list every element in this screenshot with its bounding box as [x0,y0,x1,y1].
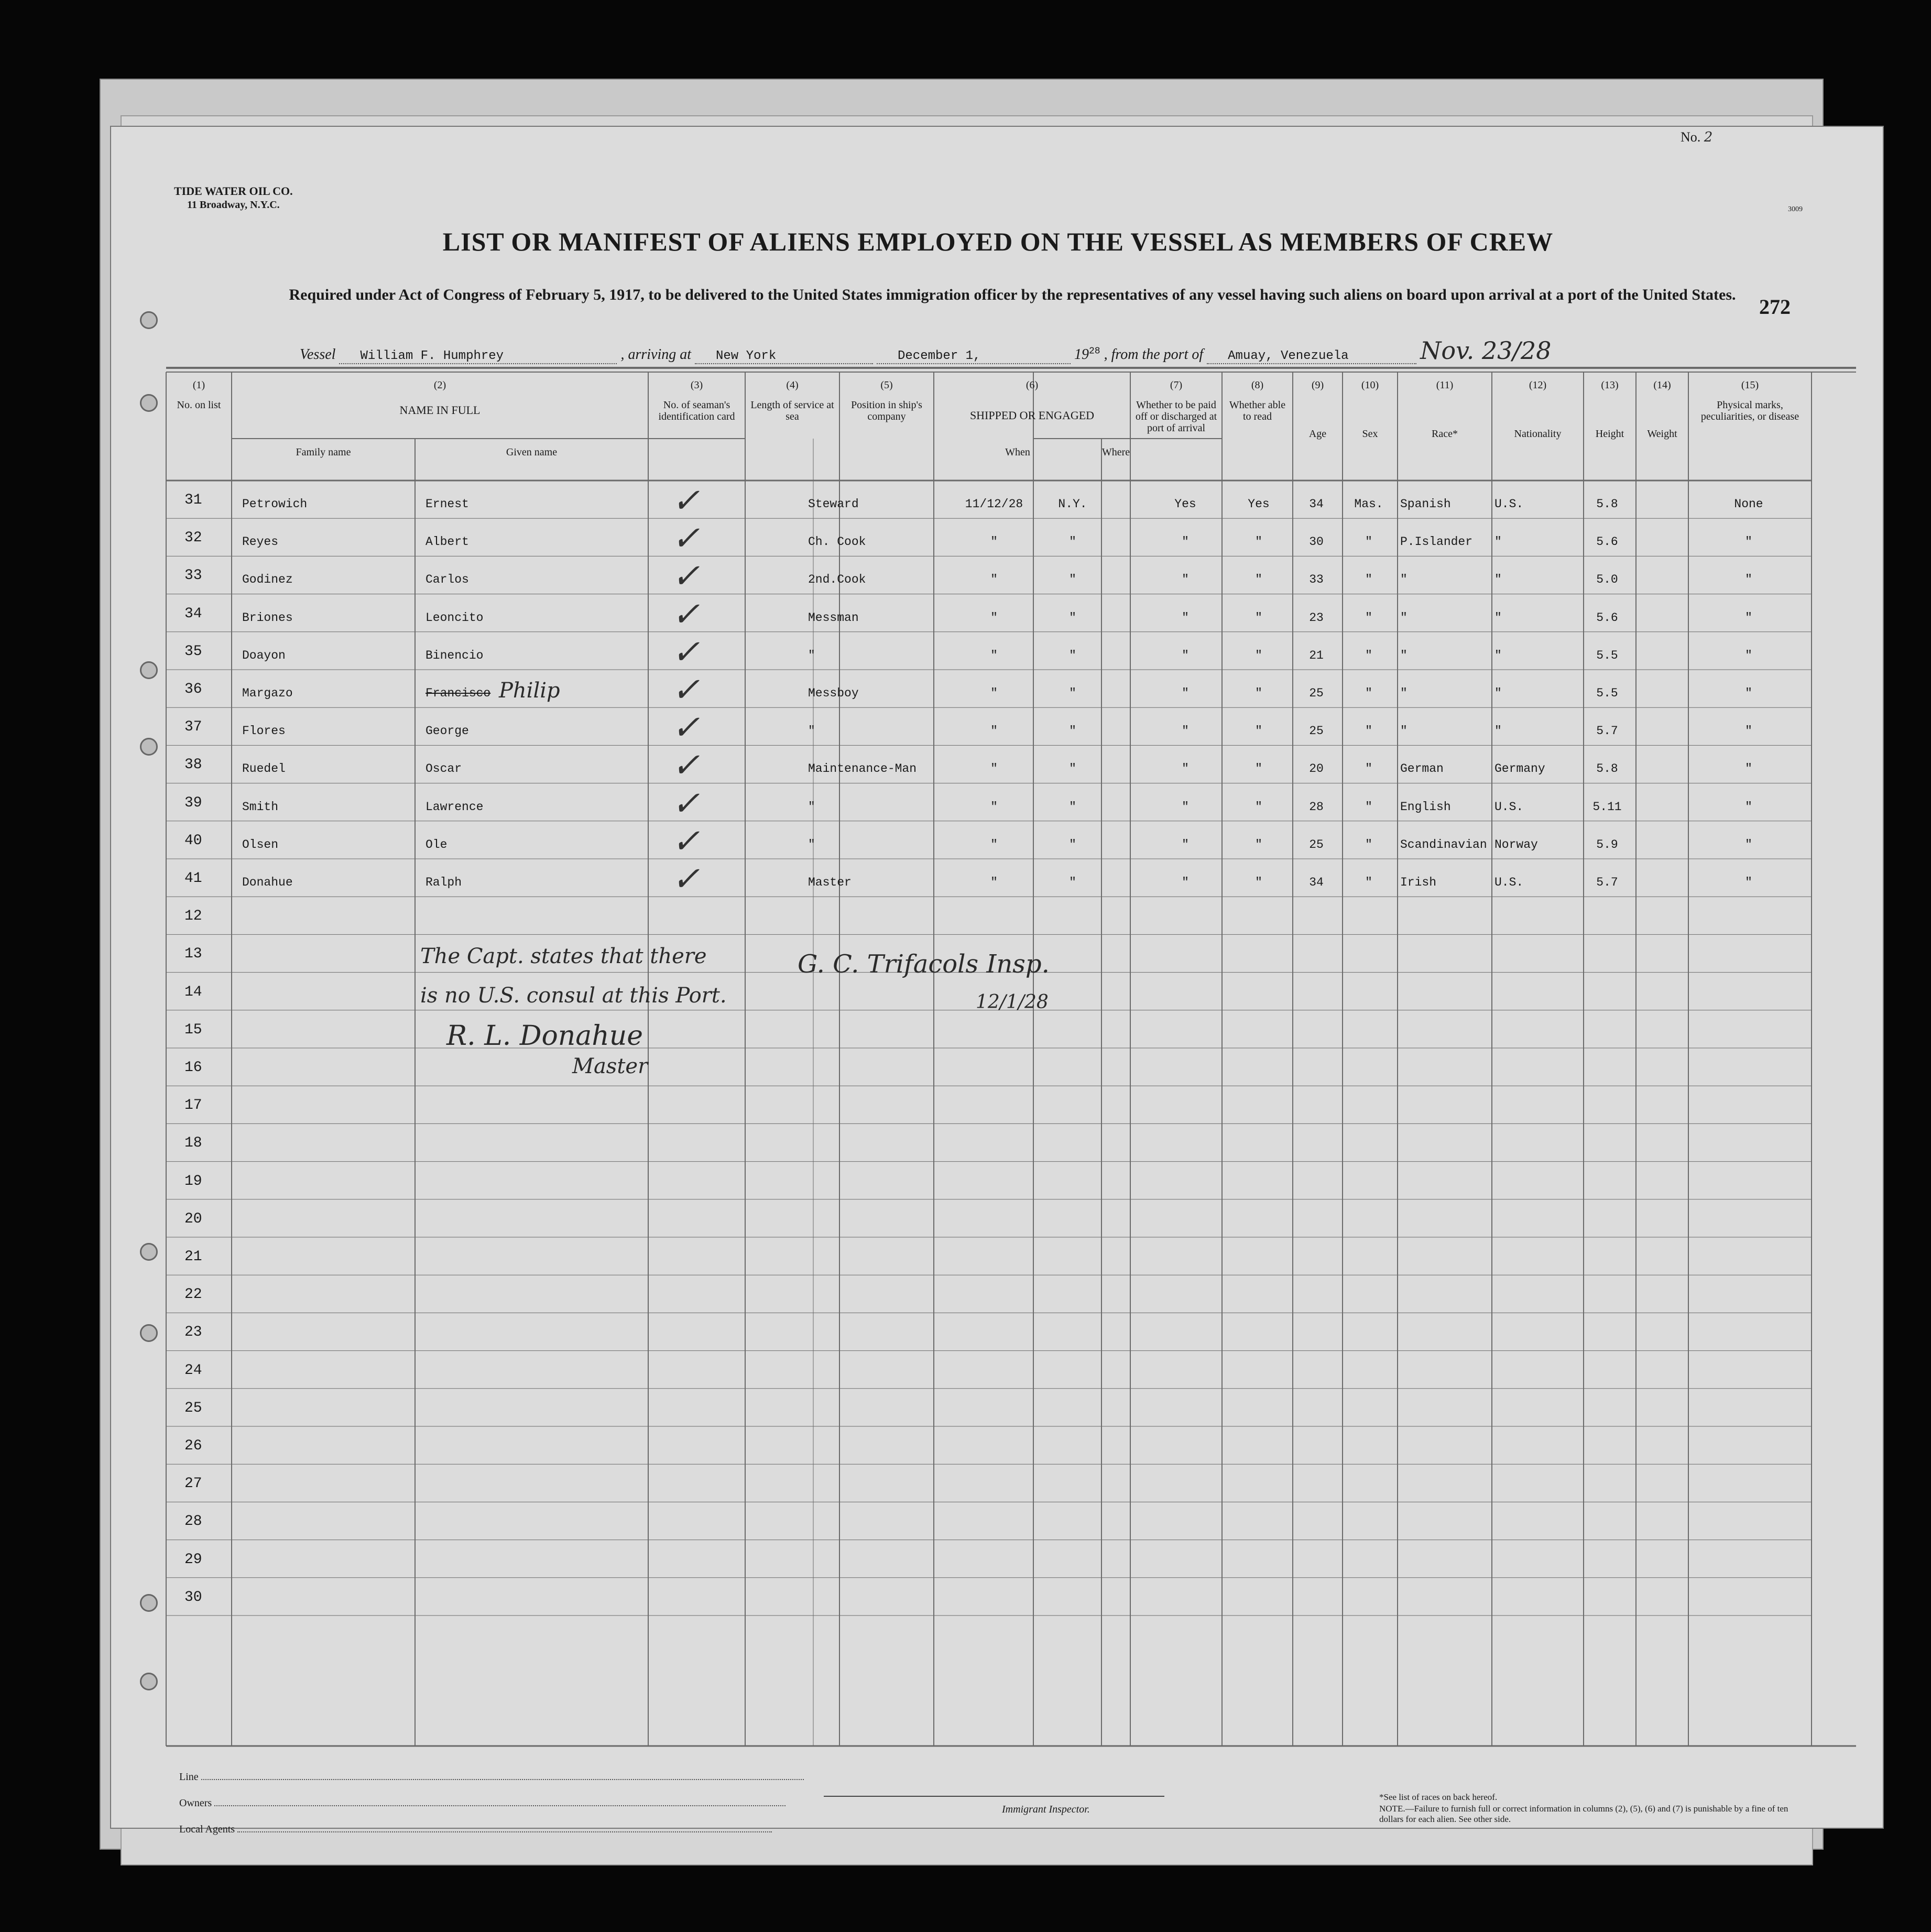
column-header-c6: SHIPPED OR ENGAGED [969,409,1095,422]
column-number-c7: (7) [1170,379,1183,391]
footer-owners-label [179,1797,786,1809]
cell-race: " [1400,686,1408,700]
column-header-c10: Sex [1362,428,1378,440]
row-number: 17 [184,1097,202,1114]
cell-height: 5.8 [1596,497,1618,511]
row-number: 23 [184,1324,202,1341]
cell-marks: " [1745,686,1752,700]
column-number-c13: (13) [1601,379,1619,391]
cell-given: Ernest [426,497,469,511]
cell-height: 5.5 [1596,648,1618,662]
row-number: 18 [184,1135,202,1152]
id-check-mark-icon: ✓ [672,784,700,823]
cell-position: " [808,837,815,852]
cell-marks: " [1745,724,1752,738]
footer-agents-label [179,1824,772,1836]
company-address: 11 Broadway, N.Y.C. [187,199,280,211]
cell-race: Irish [1400,876,1437,889]
company-name: TIDE WATER OIL CO. [174,184,293,198]
cell-read: " [1255,762,1262,776]
cell-paid: " [1182,762,1189,776]
cell-sex: " [1365,686,1372,700]
cell-given-handwritten: Philip [499,679,560,703]
cell-read: " [1255,648,1262,662]
cell-position: Steward [808,497,859,511]
sheet-number-label: No. [1681,129,1701,145]
cell-when: " [990,610,998,625]
column-number-c8: (8) [1251,379,1264,391]
column-number-c3: (3) [690,379,703,391]
inspector-signature-line [824,1796,1164,1797]
cell-family: Reyes [242,535,279,549]
column-header-c9: Age [1308,428,1327,440]
row-number: 12 [184,908,202,925]
column-number-c11: (11) [1436,379,1454,391]
column-header-c13: Height [1595,428,1624,440]
column-header-c3: No. of seaman's identification card [658,399,735,422]
cell-age: 33 [1309,573,1324,587]
cell-race: Spanish [1400,497,1451,511]
cell-marks: None [1734,497,1763,511]
cell-sex: " [1365,610,1372,625]
column-number-c15: (15) [1741,379,1759,391]
cell-paid: Yes [1174,497,1196,511]
cell-marks: " [1745,837,1752,852]
cell-read: " [1255,837,1262,852]
cell-age: 25 [1309,724,1324,738]
row-number: 34 [184,605,202,622]
year-prefix: 19 [1074,346,1089,363]
cell-nationality: " [1494,573,1502,587]
cell-when: " [990,573,998,587]
cell-nationality: Germany [1494,762,1545,776]
cell-nationality: " [1494,724,1502,738]
row-number: 32 [184,530,202,547]
cell-given: Oscar [426,762,462,776]
header-shipped-when: When [1005,446,1030,458]
cell-family: Doayon [242,648,286,662]
cell-position: Messboy [808,686,859,700]
cell-position: 2nd.Cook [808,573,866,587]
cell-where: " [1069,800,1076,814]
cell-nationality: " [1494,648,1502,662]
column-header-c2: NAME IN FULL [399,403,481,417]
owners-label: Owners [179,1797,212,1809]
column-number-c14: (14) [1653,379,1671,391]
cell-when: " [990,876,998,889]
id-check-mark-icon: ✓ [672,746,700,785]
cell-family: Ruedel [242,762,286,776]
cell-when: 11/12/28 [965,497,1023,511]
cell-paid: " [1182,535,1189,549]
cell-read: " [1255,876,1262,889]
master-signature: R. L. Donahue [446,1020,643,1052]
column-header-c12: Nationality [1514,428,1562,440]
cell-given: Ralph [426,876,462,889]
header-given-name: Given name [506,446,558,458]
cell-when: " [990,762,998,776]
handwritten-departure-date: Nov. 23/28 [1420,336,1552,365]
from-port-label: , from the port of [1104,346,1204,363]
cell-paid: " [1182,800,1189,814]
cell-when: " [990,686,998,700]
row-number: 24 [184,1362,202,1379]
row-number: 36 [184,681,202,697]
row-number: 16 [184,1060,202,1076]
cell-height: 5.8 [1596,762,1618,776]
cell-paid: " [1182,648,1189,662]
cell-race: " [1400,610,1408,625]
row-number: 41 [184,870,202,887]
id-check-mark-icon: ✓ [672,557,700,596]
cell-race: German [1400,762,1444,776]
cell-where: " [1069,724,1076,738]
arriving-port: New York [695,349,873,364]
arrival-year: 28 [1089,346,1100,357]
column-number-c12: (12) [1529,379,1547,391]
cell-age: 34 [1309,497,1324,511]
cell-family: Briones [242,610,293,625]
departure-port: Amuay, Venezuela [1207,349,1416,364]
cell-family: Flores [242,724,286,738]
row-number: 26 [184,1438,202,1454]
manifest-subtitle: Required under Act of Congress of February 5, 1917, to be delivered to the United States immigration officer by the representatives of any vessel having such aliens on board upon arrival at a port of the United States. [289,286,1736,303]
cell-sex: " [1365,573,1372,587]
cell-family: Olsen [242,837,279,852]
cell-paid: " [1182,876,1189,889]
cell-sex: " [1365,762,1372,776]
id-check-mark-icon: ✓ [672,822,700,861]
cell-where: " [1069,648,1076,662]
row-number: 38 [184,757,202,773]
cell-family: Petrowich [242,497,308,511]
column-header-c4: Length of service at sea [750,399,834,422]
cell-read: " [1255,800,1262,814]
cell-given: Leoncito [426,610,484,625]
cell-family: Smith [242,800,279,814]
row-number: 31 [184,492,202,508]
cell-when: " [990,648,998,662]
form-number: 3009 [1788,205,1803,213]
cell-family: Margazo [242,686,293,700]
cell-height: 5.7 [1596,724,1618,738]
cell-age: 20 [1309,762,1324,776]
cell-nationality: U.S. [1494,497,1524,511]
column-header-c7: Whether to be paid off or discharged at port of arrival [1135,399,1217,434]
cell-marks: " [1745,610,1752,625]
cell-race: Scandinavian [1400,837,1487,852]
row-number: 25 [184,1400,202,1416]
cell-position: " [808,648,815,662]
cell-sex: " [1365,648,1372,662]
cell-read: " [1255,686,1262,700]
cell-when: " [990,800,998,814]
cell-sex: " [1365,724,1372,738]
cell-race: " [1400,648,1408,662]
row-number: 35 [184,643,202,660]
cell-given: Lawrence [426,800,484,814]
row-number: 30 [184,1589,202,1606]
id-check-mark-icon: ✓ [672,632,700,672]
arrival-date: December 1, [877,349,1071,364]
cell-marks: " [1745,535,1752,549]
cell-height: 5.6 [1596,610,1618,625]
cell-age: 30 [1309,535,1324,549]
column-header-c14: Weight [1647,428,1677,440]
column-number-c9: (9) [1311,379,1324,391]
row-number: 20 [184,1210,202,1227]
cell-family: Donahue [242,876,293,889]
handwritten-note-line-1: The Capt. states that there [420,944,707,968]
cell-sex: Mas. [1354,497,1383,511]
cell-sex: " [1365,876,1372,889]
cell-marks: " [1745,573,1752,587]
manifest-page [110,126,1884,1835]
id-check-mark-icon: ✓ [672,482,700,520]
id-check-mark-icon: ✓ [672,671,700,710]
column-number-c10: (10) [1361,379,1379,391]
row-number: 29 [184,1551,202,1568]
id-check-mark-icon: ✓ [672,708,700,748]
cell-given: Carlos [426,573,469,587]
column-header-c1: No. on list [177,399,221,411]
cell-paid: " [1182,686,1189,700]
cell-height: 5.0 [1596,573,1618,587]
footnote-races: *See list of races on back hereof. [1379,1792,1498,1802]
row-number: 28 [184,1513,202,1530]
footnote-penalty: NOTE.—Failure to furnish full or correct information in columns (2), (5), (6) and (7) is punishable by a fine of ten dollars for each alien. See other side. [1379,1804,1788,1824]
column-header-c8: Whether able to read [1229,399,1286,422]
cell-where: " [1069,686,1076,700]
inspector-signature: G. C. Trifacols Insp. [798,949,1050,979]
cell-nationality: " [1494,535,1502,549]
cell-height: 5.6 [1596,535,1618,549]
cell-race: P.Islander [1400,535,1473,549]
cell-nationality: U.S. [1494,800,1524,814]
cell-age: 25 [1309,686,1324,700]
cell-position: " [808,724,815,738]
cell-position: " [808,800,815,814]
cell-given: George [426,724,469,738]
column-number-c2: (2) [433,379,446,391]
cell-sex: " [1365,535,1372,549]
cell-height: 5.11 [1592,800,1622,814]
row-number: 27 [184,1476,202,1492]
row-number: 33 [184,567,202,584]
row-number: 14 [184,984,202,1000]
cell-position: Master [808,876,852,889]
cell-sex: " [1365,800,1372,814]
row-number: 19 [184,1173,202,1189]
column-number-c6: (6) [1025,379,1039,391]
cell-marks: " [1745,762,1752,776]
column-number-c4: (4) [786,379,799,391]
line-label: Line [179,1771,199,1783]
master-title: Master [572,1054,648,1078]
handwritten-note-line-2: is no U.S. consul at this Port. [420,984,727,1008]
cell-age: 28 [1309,800,1324,814]
cell-read: " [1255,573,1262,587]
cell-nationality: " [1494,610,1502,625]
cell-where: " [1069,762,1076,776]
cell-race: English [1400,800,1451,814]
cell-position: Messman [808,610,859,625]
cell-family: Godinez [242,573,293,587]
cell-given: Francisco [426,686,491,700]
cell-where: " [1069,837,1076,852]
cell-race: " [1400,573,1408,587]
cell-read: " [1255,724,1262,738]
cell-marks: " [1745,876,1752,889]
cell-paid: " [1182,724,1189,738]
row-number: 39 [184,794,202,811]
cell-read: " [1255,610,1262,625]
cell-paid: " [1182,610,1189,625]
cell-paid: " [1182,837,1189,852]
cell-position: Ch. Cook [808,535,866,549]
cell-given: Binencio [426,648,484,662]
cell-given: Ole [426,837,448,852]
cell-paid: " [1182,573,1189,587]
cell-height: 5.9 [1596,837,1618,852]
cell-sex: " [1365,837,1372,852]
arriving-label: , arriving at [620,346,691,363]
footer-line-label [179,1771,804,1783]
id-check-mark-icon: ✓ [672,860,700,899]
cell-nationality: " [1494,686,1502,700]
column-number-c1: (1) [192,379,205,391]
cell-age: 34 [1309,876,1324,889]
cell-height: 5.7 [1596,876,1618,889]
cell-age: 23 [1309,610,1324,625]
vessel-label: Vessel [300,346,336,363]
cell-read: Yes [1248,497,1270,511]
cell-where: N.Y. [1058,497,1087,511]
immigrant-inspector-label: Immigrant Inspector. [1002,1804,1090,1815]
page-number: 272 [1759,295,1791,319]
cell-marks: " [1745,648,1752,662]
cell-where: " [1069,573,1076,587]
column-header-c15: Physical marks, peculiarities, or disease [1700,399,1799,422]
sheet-number-value: 2 [1704,129,1713,145]
vessel-name: William F. Humphrey [339,349,617,364]
inspector-date: 12/1/28 [976,991,1049,1013]
cell-height: 5.5 [1596,686,1618,700]
row-number: 37 [184,719,202,736]
cell-when: " [990,837,998,852]
cell-where: " [1069,876,1076,889]
cell-where: " [1069,610,1076,625]
row-number: 21 [184,1249,202,1265]
cell-given: Albert [426,535,469,549]
header-shipped-where: Where [1101,446,1130,458]
column-header-c11: Race* [1432,428,1458,440]
cell-age: 25 [1309,837,1324,852]
manifest-title: LIST OR MANIFEST OF ALIENS EMPLOYED ON THE VESSEL AS MEMBERS OF CREW [442,227,1554,256]
id-check-mark-icon: ✓ [672,519,700,559]
cell-nationality: Norway [1494,837,1538,852]
cell-position: Maintenance-Man [808,762,917,776]
column-number-c5: (5) [880,379,893,391]
cell-where: " [1069,535,1076,549]
cell-read: " [1255,535,1262,549]
id-check-mark-icon: ✓ [672,595,700,634]
cell-when: " [990,535,998,549]
cell-marks: " [1745,800,1752,814]
cell-nationality: U.S. [1494,876,1524,889]
cell-age: 21 [1309,648,1324,662]
row-number: 13 [184,946,202,963]
cell-when: " [990,724,998,738]
cell-race: " [1400,724,1408,738]
row-number: 15 [184,1021,202,1038]
column-header-c5: Position in ship's company [851,399,922,422]
row-number: 40 [184,832,202,849]
row-number: 22 [184,1286,202,1303]
header-family-name: Family name [296,446,351,458]
local-agents-label: Local Agents [179,1824,235,1835]
